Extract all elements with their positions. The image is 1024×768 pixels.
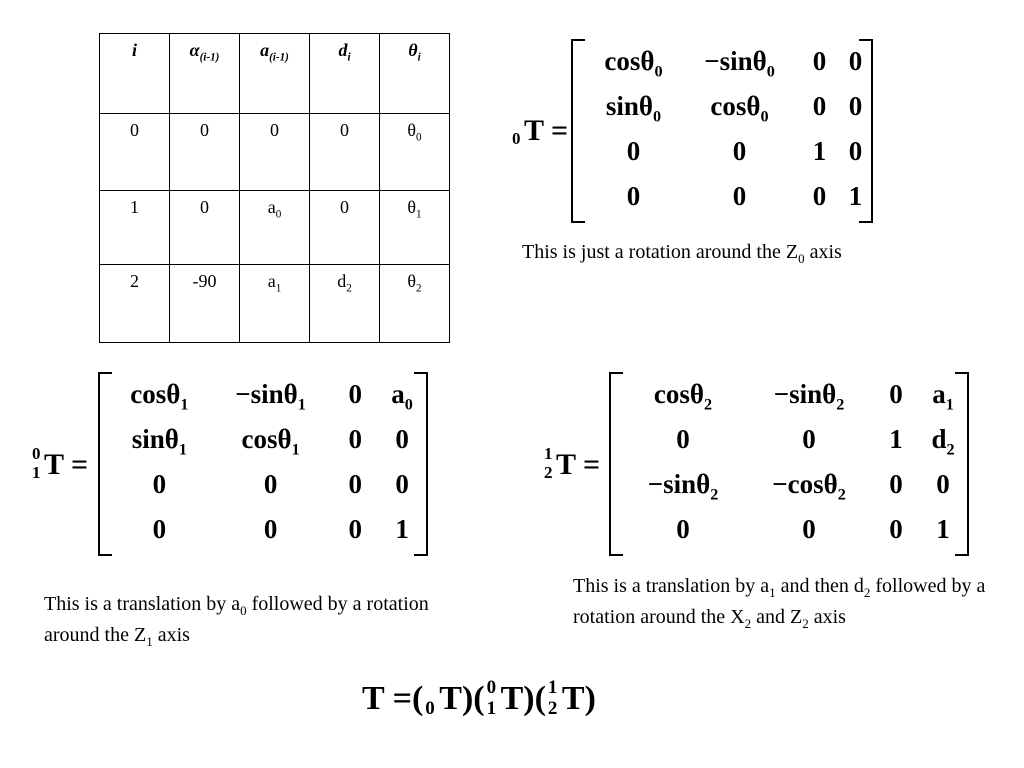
- header-a: $a_{(i-1)}$: [240, 34, 310, 114]
- matrix-cell: 0: [626, 180, 641, 211]
- matrix-cell: 0: [848, 45, 863, 76]
- final-equation: T =( 0 T)( 0 1 T)( 1 2 T): [362, 677, 596, 719]
- left-bracket: [98, 372, 112, 556]
- matrix-row: [112, 464, 428, 509]
- table-cell: 0: [310, 191, 380, 265]
- matrix-cell: 0: [936, 468, 950, 499]
- matrix-cell: 1: [848, 180, 863, 211]
- matrix-row: [112, 419, 428, 464]
- matrix-row: [112, 509, 428, 554]
- matrix-cell: 0: [812, 90, 827, 121]
- matrix-cell: $a_0$: [391, 378, 413, 414]
- matrix-cell: −sinθ$_1$: [235, 378, 306, 414]
- matrix-cell: 0: [848, 90, 863, 121]
- header-d: $d_i$: [310, 34, 380, 114]
- matrix-cell: 0: [732, 180, 747, 211]
- matrix-cell: 0: [152, 468, 167, 499]
- header-i: i: [100, 34, 170, 114]
- matrix-2-grid: [623, 374, 969, 554]
- matrix-0-label: 0 T =: [512, 114, 569, 148]
- table-cell: $\theta_1$: [380, 191, 450, 265]
- matrix-row: [112, 374, 428, 419]
- header-theta: $\theta_i$: [380, 34, 450, 114]
- matrix-cell: 0: [348, 423, 363, 454]
- matrix-cell: 0: [802, 513, 816, 544]
- matrix-1-grid: [112, 374, 428, 554]
- matrix-cell: 0: [812, 180, 827, 211]
- matrix-2-label: 1 2 T =: [544, 444, 601, 482]
- matrix-cell: 0: [812, 45, 827, 76]
- table-cell: $a_1$: [240, 265, 310, 343]
- matrix-0-grid: [585, 41, 869, 221]
- matrix-cell: 0: [626, 135, 641, 166]
- matrix-cell: 0: [348, 468, 363, 499]
- dh-parameter-table: [99, 33, 450, 343]
- matrix-cell: 0: [889, 378, 903, 409]
- table-row: [100, 191, 450, 265]
- matrix-cell: 0: [802, 423, 816, 454]
- matrix-cell: sinθ$_1$: [131, 423, 187, 459]
- matrix-cell: −sinθ$_2$: [773, 378, 845, 414]
- matrix-row: [623, 419, 969, 464]
- caption-matrix-2: This is a translation by $a_1$ and then $d_2$ followed by a rotation around the $X_2$ and $Z_2$ axis: [573, 575, 986, 631]
- matrix-cell: 1: [936, 513, 950, 544]
- matrix-cell: −sinθ$_2$: [647, 468, 719, 504]
- matrix-cell: 0: [263, 468, 278, 499]
- caption-matrix-0: This is just a rotation around the $Z_0$ axis: [522, 241, 842, 266]
- matrix-cell: $a_1$: [932, 378, 954, 414]
- table-cell: 0: [240, 114, 310, 191]
- matrix-cell: −cosθ$_2$: [772, 468, 846, 504]
- matrix-cell: 0: [848, 135, 863, 166]
- table-cell: $\theta_0$: [380, 114, 450, 191]
- left-bracket: [609, 372, 623, 556]
- matrix-row: [623, 374, 969, 419]
- matrix-cell: 0: [395, 423, 409, 454]
- matrix-row: [585, 131, 869, 176]
- table-header-row: [100, 34, 450, 114]
- matrix-cell: sinθ$_0$: [605, 90, 662, 126]
- matrix-2: [609, 372, 969, 556]
- matrix-cell: cosθ$_0$: [604, 45, 663, 81]
- matrix-cell: 0: [348, 378, 363, 409]
- matrix-cell: 0: [263, 513, 278, 544]
- table-cell: $d_2$: [310, 265, 380, 343]
- matrix-cell: 1: [395, 513, 409, 544]
- table-cell: 0: [170, 114, 240, 191]
- matrix-cell: cosθ$_0$: [710, 90, 769, 126]
- matrix-row: [585, 41, 869, 86]
- matrix-cell: cosθ$_1$: [130, 378, 189, 414]
- table-cell: $\theta_2$: [380, 265, 450, 343]
- table-cell: 1: [100, 191, 170, 265]
- matrix-cell: cosθ$_1$: [241, 423, 300, 459]
- matrix-cell: 0: [732, 135, 747, 166]
- matrix-cell: 1: [889, 423, 903, 454]
- matrix-row: [623, 509, 969, 554]
- matrix-0: [571, 39, 873, 223]
- matrix-cell: 0: [889, 513, 903, 544]
- matrix-cell: 0: [676, 513, 690, 544]
- table-row: [100, 265, 450, 343]
- matrix-cell: 0: [152, 513, 167, 544]
- left-bracket: [571, 39, 585, 223]
- table-cell: $a_0$: [240, 191, 310, 265]
- matrix-cell: $d_2$: [931, 423, 955, 459]
- matrix-cell: cosθ$_2$: [653, 378, 713, 414]
- table-cell: 2: [100, 265, 170, 343]
- matrix-1-label: 0 1 T =: [32, 444, 89, 482]
- matrix-1: [98, 372, 428, 556]
- caption-matrix-1: This is a translation by $a_0$ followed by a rotation around the $Z_1$ axis: [44, 593, 429, 649]
- matrix-cell: 0: [348, 513, 363, 544]
- matrix-row: [623, 464, 969, 509]
- table-cell: 0: [100, 114, 170, 191]
- matrix-cell: 1: [812, 135, 827, 166]
- matrix-cell: 0: [395, 468, 409, 499]
- matrix-cell: −sinθ$_0$: [704, 45, 775, 81]
- table-cell: 0: [170, 191, 240, 265]
- table-cell: 0: [310, 114, 380, 191]
- matrix-row: [585, 86, 869, 131]
- header-alpha: $\alpha_{(i-1)}$: [170, 34, 240, 114]
- matrix-cell: 0: [889, 468, 903, 499]
- table-row: [100, 114, 450, 191]
- matrix-row: [585, 176, 869, 221]
- table-cell: -90: [170, 265, 240, 343]
- matrix-cell: 0: [676, 423, 690, 454]
